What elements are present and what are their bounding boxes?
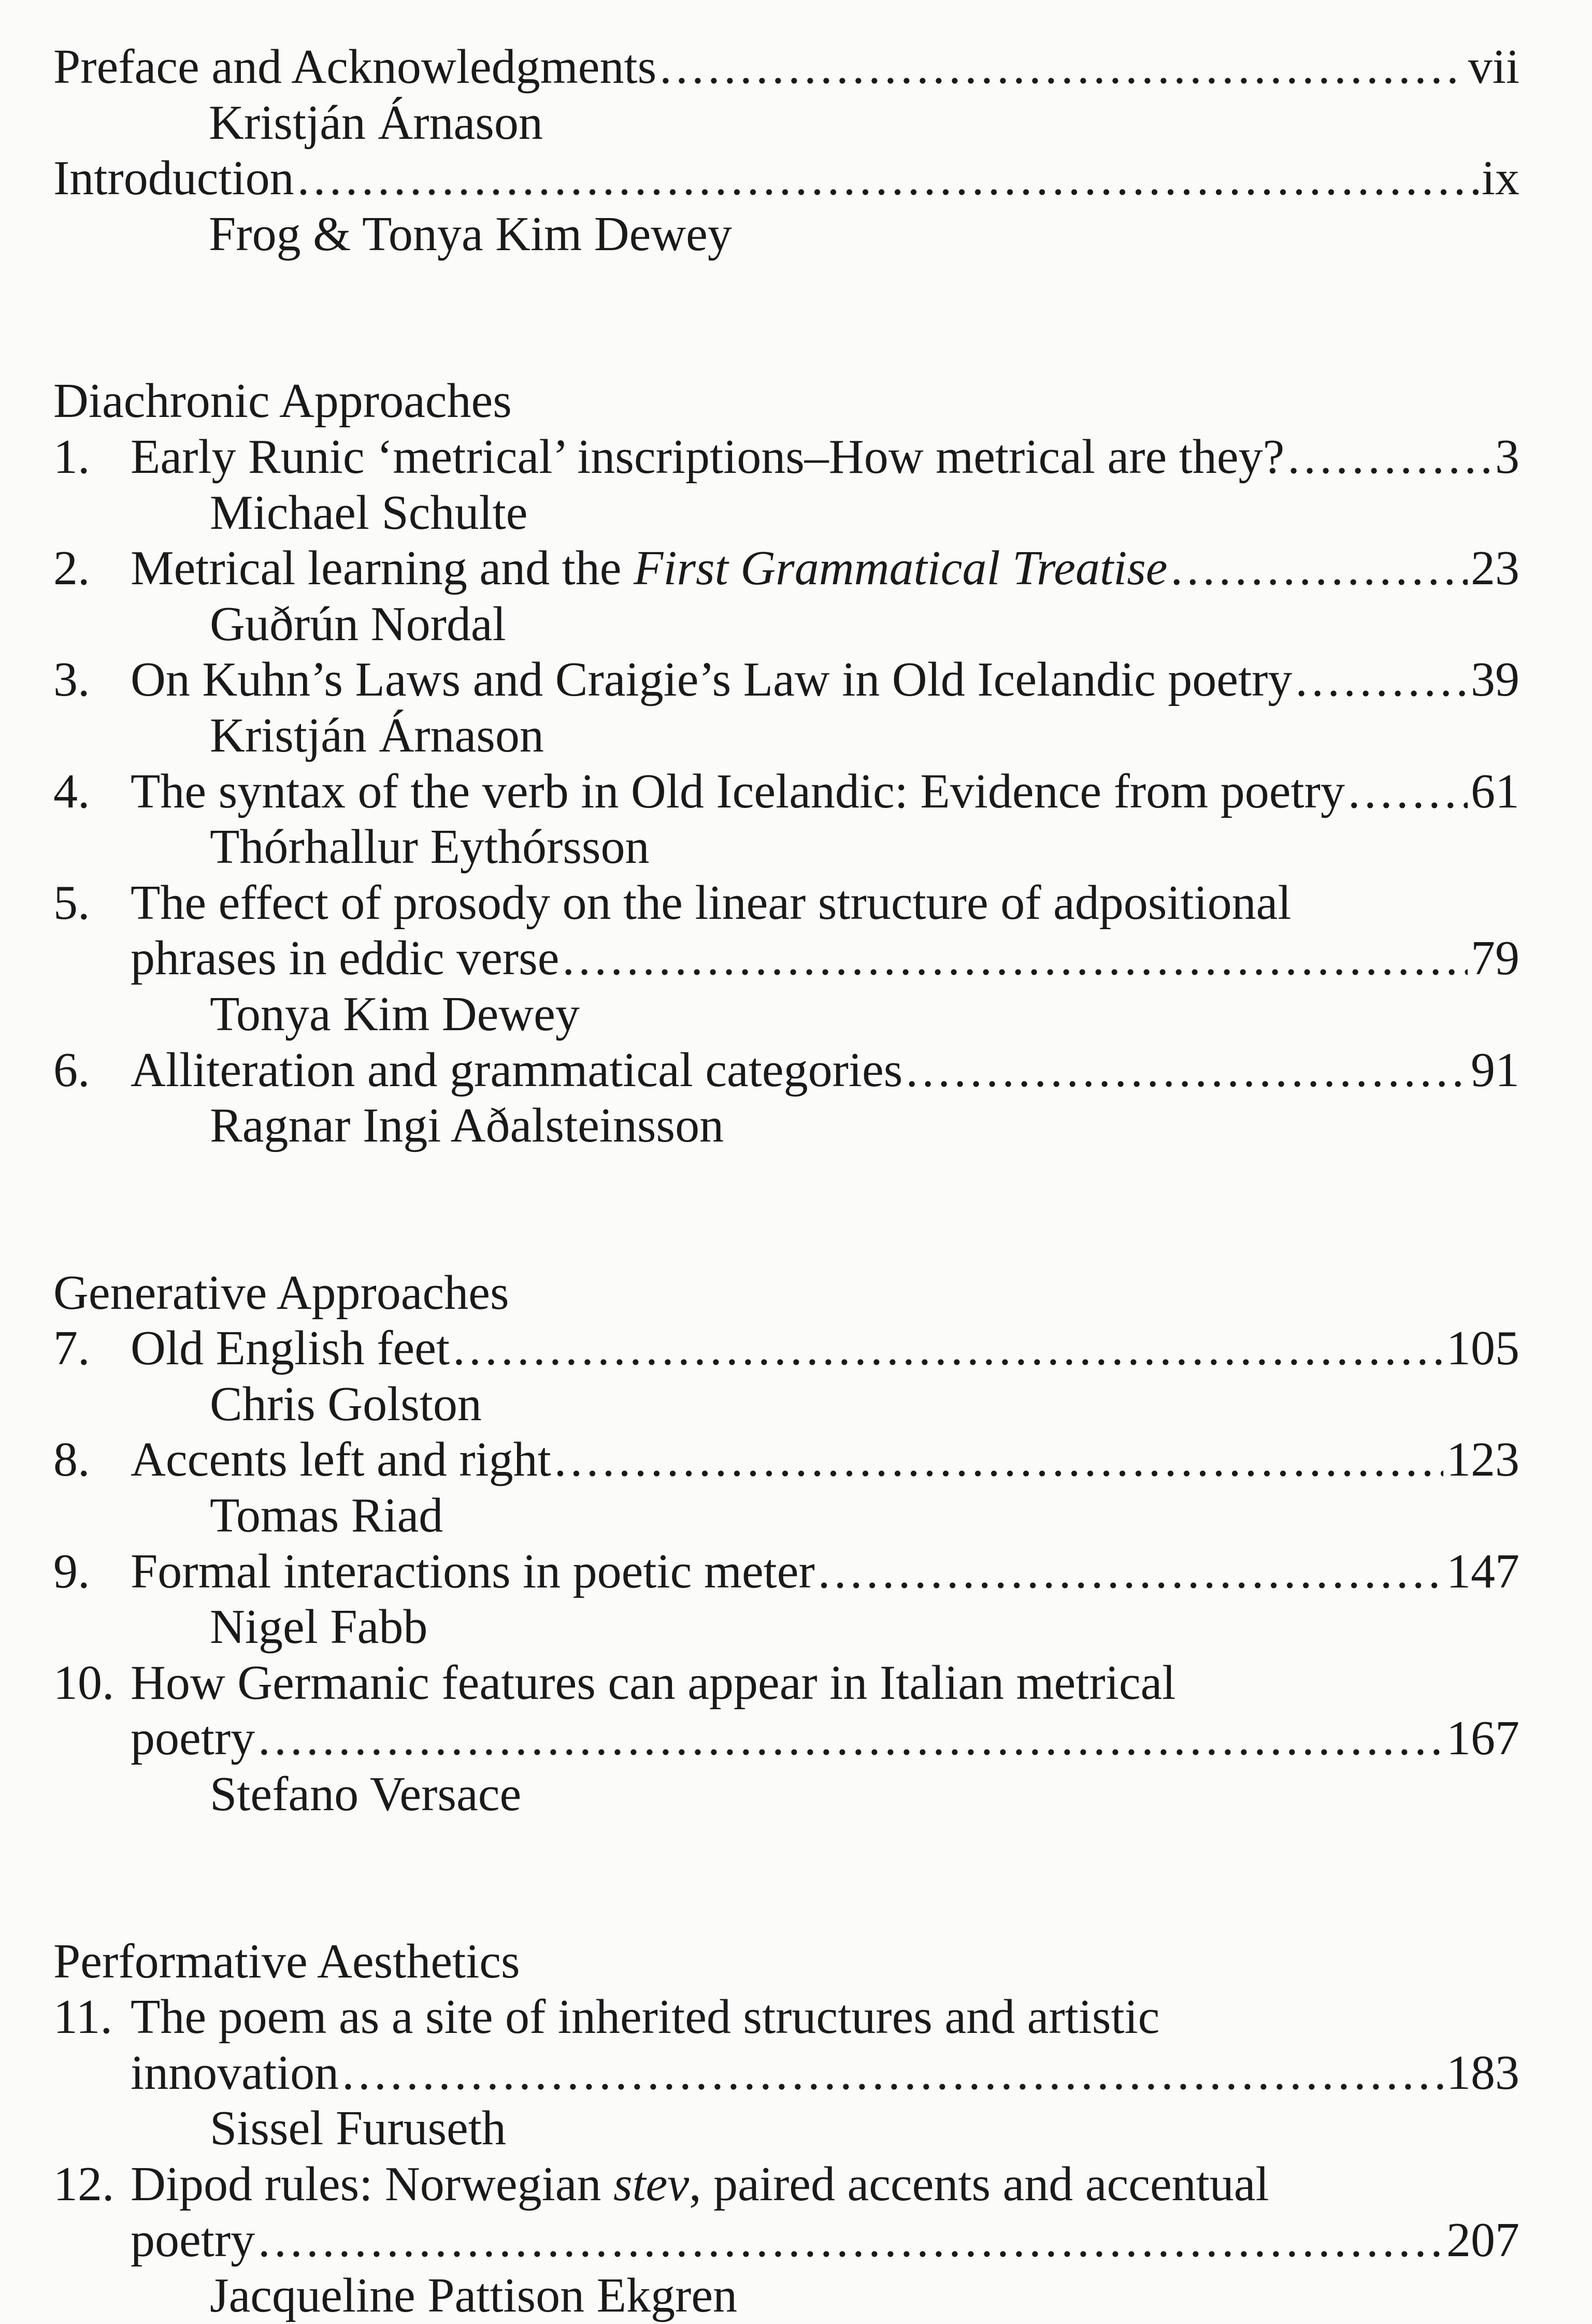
entry-author: Tomas Riad <box>210 1489 443 1543</box>
toc-line <box>53 652 1519 708</box>
dot-leader <box>1348 764 1468 820</box>
dot-leader <box>1171 541 1468 597</box>
entry-title <box>131 1321 450 1377</box>
page-number: 79 <box>1471 931 1519 986</box>
title-segment: Dipod rules: Norwegian <box>131 2157 613 2211</box>
entry-author: Thórhallur Eythórsson <box>210 820 650 874</box>
entry-title <box>131 1711 255 1767</box>
page-number: 147 <box>1446 1544 1519 1598</box>
dot-leader <box>562 931 1468 987</box>
page-number: 61 <box>1471 764 1519 818</box>
entry-author: Tonya Kim Dewey <box>210 987 580 1041</box>
entry-title <box>131 1544 815 1600</box>
section-heading: Diachronic Approaches <box>53 374 512 428</box>
title-segment: Accents left and right <box>131 1433 551 1487</box>
toc-line <box>53 1711 1519 1767</box>
toc-line <box>53 1043 1519 1099</box>
entry-author: Ragnar Ingi Aðalsteinsson <box>210 1099 724 1153</box>
toc-line <box>53 1989 1519 2045</box>
dot-leader <box>453 1321 1443 1377</box>
table-of-contents <box>53 39 1519 2324</box>
dot-leader <box>1287 429 1492 485</box>
toc-line <box>53 541 1519 597</box>
entry-title <box>131 931 559 987</box>
toc-line <box>53 39 1519 95</box>
title-segment: poetry <box>131 1711 255 1766</box>
entry-number: 8. <box>53 1433 90 1487</box>
entry-author: Michael Schulte <box>210 485 528 540</box>
section-spacer <box>53 1823 1519 1934</box>
dot-leader <box>258 2213 1443 2269</box>
entry-title-line-1: The effect of prosody on the linear structure of adpositional <box>131 875 1292 930</box>
entry-title: Introduction <box>53 151 294 206</box>
title-segment: innovation <box>131 2045 339 2100</box>
entry-number: 7. <box>53 1321 90 1376</box>
entry-author: Jacqueline Pattison Ekgren <box>210 2269 738 2323</box>
entry-number: 9. <box>53 1544 90 1598</box>
toc-line <box>53 1432 1519 1488</box>
dot-leader <box>906 1043 1468 1099</box>
entry-author: Nigel Fabb <box>210 1600 428 1654</box>
entry-title <box>131 764 1345 820</box>
entry-author: Sissel Furuseth <box>210 2101 506 2156</box>
toc-line <box>53 764 1519 820</box>
title-segment: , paired accents and accentual <box>689 2157 1269 2211</box>
entry-author: Stefano Versace <box>210 1767 522 1822</box>
entry-number: 11. <box>53 1990 113 2044</box>
page-number: 207 <box>1446 2213 1519 2267</box>
toc-line <box>53 429 1519 485</box>
entry-title <box>131 1043 902 1099</box>
title-segment: poetry <box>131 2213 255 2267</box>
title-segment: First Grammatical Treatise <box>633 541 1168 596</box>
entry-title <box>131 2213 255 2269</box>
entry-title <box>131 541 1168 597</box>
entry-title <box>131 652 1292 708</box>
entry-author: Kristján Árnason <box>209 95 543 150</box>
dot-leader <box>818 1544 1443 1600</box>
entry-author: Kristján Árnason <box>210 708 544 762</box>
section-heading: Generative Approaches <box>53 1265 509 1320</box>
entry-number: 6. <box>53 1043 90 1097</box>
title-segment: Metrical learning and the <box>131 541 634 596</box>
dot-leader <box>297 151 1479 207</box>
entry-number: 2. <box>53 541 90 596</box>
entry-title: Preface and Acknowledgments <box>53 40 657 94</box>
page-number: 123 <box>1446 1433 1519 1487</box>
dot-leader <box>659 39 1465 95</box>
title-segment: On Kuhn’s Laws and Craigie’s Law in Old Icelandic poetry <box>131 653 1293 707</box>
title-segment: Old English feet <box>131 1321 450 1376</box>
page-number: 105 <box>1446 1321 1519 1376</box>
toc-line <box>53 2213 1519 2269</box>
entry-title <box>131 1432 551 1488</box>
dot-leader <box>342 2045 1443 2101</box>
title-segment: Alliteration and grammatical categories <box>131 1043 903 1097</box>
entry-title-line-1: The poem as a site of inherited structures and artistic <box>131 1990 1160 2044</box>
entry-number: 3. <box>53 653 90 707</box>
page-number: 23 <box>1471 541 1519 596</box>
dot-leader <box>554 1432 1443 1488</box>
entry-author: Guðrún Nordal <box>210 597 506 651</box>
entry-title <box>131 2045 339 2101</box>
page-number: ix <box>1481 151 1519 206</box>
entry-title-line-1 <box>131 2157 1269 2213</box>
toc-line <box>53 931 1519 987</box>
toc-line <box>53 151 1519 207</box>
title-segment: The syntax of the verb in Old Icelandic: Evidence from poetry <box>131 764 1345 818</box>
entry-number: 10. <box>53 1655 114 1710</box>
title-segment: Early Runic ‘metrical’ inscriptions–How metrical are they? <box>131 429 1285 484</box>
toc-line <box>53 875 1519 931</box>
page-number: 39 <box>1471 653 1519 707</box>
entry-title <box>131 429 1284 485</box>
entry-author: Chris Golston <box>210 1377 482 1431</box>
section-spacer <box>53 262 1519 373</box>
toc-line <box>53 2045 1519 2101</box>
page-number: 167 <box>1446 1711 1519 1766</box>
toc-line <box>53 1655 1519 1711</box>
entry-author: Frog & Tonya Kim Dewey <box>209 207 732 261</box>
entry-number: 5. <box>53 875 90 930</box>
page-number: 3 <box>1495 429 1519 484</box>
page-number: vii <box>1468 40 1519 94</box>
entry-number: 12. <box>53 2157 114 2211</box>
toc-line <box>53 1544 1519 1600</box>
entry-number: 4. <box>53 764 90 818</box>
section-spacer <box>53 1154 1519 1265</box>
toc-line <box>53 1321 1519 1377</box>
title-segment: phrases in eddic verse <box>131 931 560 986</box>
toc-line <box>53 2157 1519 2213</box>
entry-number: 1. <box>53 429 90 484</box>
title-segment: Formal interactions in poetic meter <box>131 1544 815 1598</box>
dot-leader <box>258 1711 1443 1767</box>
entry-title-line-1: How Germanic features can appear in Italian metrical <box>131 1655 1176 1710</box>
dot-leader <box>1295 652 1468 708</box>
page-number: 91 <box>1471 1043 1519 1097</box>
section-heading: Performative Aesthetics <box>53 1934 520 1988</box>
page-number: 183 <box>1446 2045 1519 2100</box>
title-segment: stev <box>613 2157 690 2211</box>
